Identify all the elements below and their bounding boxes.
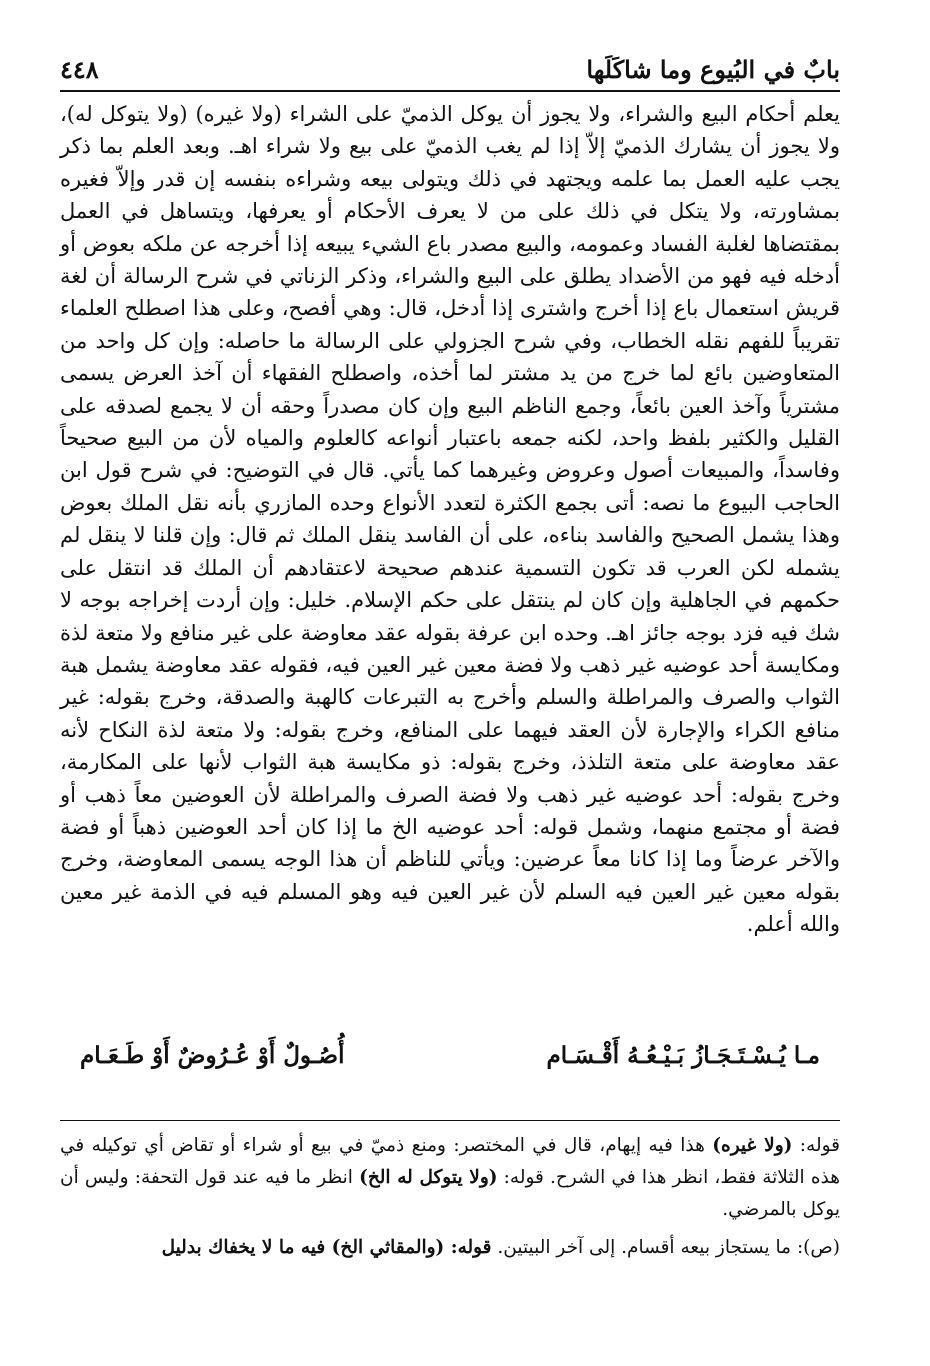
header-divider bbox=[60, 90, 840, 92]
chapter-title: بابٌ في البُيوع وما شاكَلَها bbox=[586, 55, 840, 84]
footnote-1-bold-a: (ولا غيره) bbox=[712, 1135, 793, 1156]
verse-right-hemistich: مـا يُـسْـتَـجَـازُ بَـيْـعُـهُ أَقْـسَـام bbox=[546, 1042, 820, 1069]
main-body-text: يعلم أحكام البيع والشراء، ولا يجوز أن يوكل الذميّ على الشراء (ولا غيره) (ولا يتوكل له)، ولا يجوز أن يشارك الذميّ إلاّ إذا لم يغب الذميّ على بيع ولا شراء اهـ. وبعد العلم بما ذكر يجب عليه العمل بما علمه ويجتهد في ذلك ويتولى بيعه وشراءه بنفسه إن قدر وإلاّ فغيره بمشاورته، ولا يتكل في ذلك على من لا يعرف الأحكام أو يعرفها، ويتساهل في العمل بمقتضاها لغلبة الفساد وعمومه، والبيع مصدر باع الشيء يبيعه إذا أخرجه عن ملكه بعوض أو أدخله فيه فهو من الأضداد يطلق على البيع والشراء، وذكر الزناتي في شرح الرسالة أن لغة قريش استعمال باع إذا أخرج واشترى إذا أدخل، قال: وهي أفصح، وعلى هذا اصطلح العلماء تقريباً للفهم نقله الخطاب، وفي شرح الجزولي على الرسالة ما حاصله: وإن كل واحد من المتعاوضين بائع لما خرج من يد مشتر لما أخذه، واصطلح الفقهاء أن آخذ العرض يسمى مشترياً وآخذ العين بائعاً، وجمع الناظم البيع وإن كان مصدراً وحقه أن لا يجمع لصدقه على القليل والكثير بلفظ واحد، لكنه جمعه باعتبار أنواعه كالعلوم والمياه لأن من البيع صحيحاً وفاسداً، والمبيعات أصول وعروض وغيرهما كما يأتي. قال في التوضيح: في شرح قول ابن الحاجب البيوع ما نصه: أتى بجمع الكثرة لتعدد الأنواع وحده المازري بأنه نقل الملك بعوض وهذا يشمل الصحيح والفاسد بناءه، على أن الفاسد ينقل الملك ثم قال: وإن قلنا لا ينقل لم يشمله لكن العرب قد تكون التسمية عندهم صحيحة لاعتقادهم أن الملك قد انتقل على حكمهم في الجاهلية وإن كان لم ينتقل على حكم الإسلام. خليل: وإن أردت إخراجه بوجه لا شك فيه فزد بوجه جائز اهـ. وحده ابن عرفة بقوله عقد معاوضة على غير منافع ولا متعة لذة ومكايسة أحد عوضيه غير ذهب ولا فضة معين غير العين فيه، فقوله عقد معاوضة يشمل هبة الثواب والصرف والمراطلة والسلم وأخرج به التبرعات كالهبة والصدقة، وخرج بقوله: غير منافع الكراء والإجارة لأن العقد فيهما على المنافع، وخرج بقوله: ولا متعة لذة النكاح لأنه عقد معاوضة على متعة التلذذ، وخرج بقوله: ذو مكايسة هبة الثواب لأنها على المكارمة، وخرج بقوله: أحد عوضيه غير ذهب ولا فضة الصرف والمراطلة لأن العوضين معاً ذهب أو فضة أو مجتمع منهما، وشمل قوله: أحد عوضيه الخ ما إذا كان أحد العوضين ذهباً أو فضة والآخر عرضاً وما إذا كانا معاً عرضين: ويأتي للناظم أن هذا الوجه يسمى المعاوضة، وخرج بقوله معين غير العين فيه السلم لأن غير العين فيه وهو المسلم فيه في الذمة غير معين والله أعلم. bbox=[60, 102, 841, 937]
footnote-1-bold-b: (ولا يتوكل له الخ) bbox=[359, 1167, 498, 1188]
verse-line bbox=[80, 1042, 820, 1069]
footnote-1-text-c: انظر ما فيه عند قول التحفة: وليس أن يوكل بالمرضي. bbox=[60, 1167, 840, 1220]
book-page bbox=[60, 40, 840, 1340]
footnote-2 bbox=[60, 1232, 840, 1264]
footnote-2-text-a: (ص): ما يستجاز بيعه أقسام. إلى آخر البيتين. bbox=[491, 1237, 840, 1258]
footnote-divider bbox=[60, 1120, 840, 1121]
footnote-2-bold-a: قوله: (والمقاثي الخ) فيه ما لا يخفاك بدليل bbox=[161, 1237, 492, 1258]
page-header bbox=[60, 40, 840, 84]
page-number: ٤٤٨ bbox=[60, 55, 99, 84]
verse-left-hemistich: أُصُـولٌ أَوْ عُـرُوضٌ أَوْ طَـعَـام bbox=[80, 1042, 345, 1069]
footnote-1-text-a: قوله: bbox=[792, 1135, 840, 1156]
footnote-1 bbox=[60, 1130, 840, 1226]
footnote-1-text-b: هذا فيه إيهام، قال في المختصر: ومنع ذميّ في بيع أو شراء أو تقاض أي توكيله في هذه الثلاثة فقط، انظر هذا في الشرح. قوله: bbox=[60, 1135, 840, 1188]
